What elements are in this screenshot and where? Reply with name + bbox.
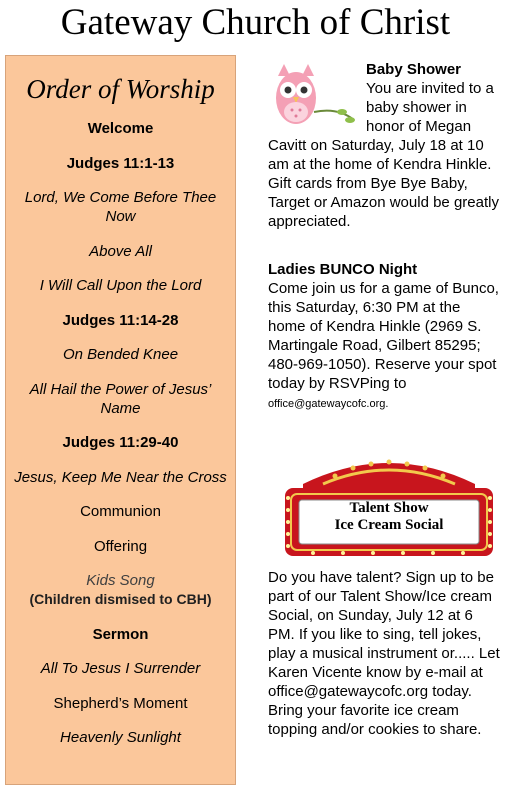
talent-show-body: Do you have talent? Sign up to be part of our Talent Show/Ice cream Social, on Sunday, July 12 at 6 PM. If you like to sing, tell jokes, play a musical instrument or..... Let Karen Vicente know by e-mail at office@gatewaycofc.org today. Bring your favorite ice cream topping and/or cookies to share. <box>268 569 500 738</box>
kids-song-note: (Children dismised to CBH) <box>29 591 212 607</box>
baby-shower-body: You are invited to a baby shower in honor of Megan Cavitt on Saturday, July 18 at 10 am at the home of Kendra Hinkle. Gift cards from Bye Bye Baby, Target or Amazon would be greatly appreciated. <box>268 80 499 230</box>
worship-item: Judges 11:1-13 <box>66 154 175 172</box>
worship-item: On Bended Knee <box>62 346 179 363</box>
marquee-sign <box>283 450 495 560</box>
worship-item: Judges 11:14-28 <box>62 311 179 329</box>
bunco-body: Come join us for a game of Bunco, this Saturday, 6:30 PM at the home of Kendra Hinkle (2969 S. Martingale Road, Gilbert 85295; 480-969-1050). Reserve your spot today by RSVPing to <box>268 280 499 392</box>
order-of-worship-title: Order of Worship <box>26 74 215 104</box>
worship-item: Lord, We Come Before Thee Now <box>24 189 217 225</box>
marquee-line-1: Talent Show <box>349 500 429 516</box>
marquee-line-2: Ice Cream Social <box>334 517 444 533</box>
bunco-heading: Ladies BUNCO Night <box>268 261 418 278</box>
worship-item: Welcome <box>87 120 154 137</box>
owl-icon <box>268 62 360 132</box>
kids-song-title: Kids Song <box>86 572 155 589</box>
worship-item: All To Jesus I Surrender <box>40 660 201 677</box>
baby-shower-heading: Baby Shower <box>366 61 462 78</box>
worship-item: Offering <box>93 537 148 555</box>
bunco-section <box>268 260 502 414</box>
worship-item-kids-song <box>6 571 235 609</box>
bunco-email: office@gatewaycofc.org. <box>268 398 389 410</box>
worship-item: Jesus, Keep Me Near the Cross <box>14 468 227 486</box>
talent-show-section <box>268 568 502 739</box>
worship-items <box>6 119 235 747</box>
page-title: Gateway Church of Christ <box>60 2 451 43</box>
worship-item: All Hail the Power of Jesus’ Name <box>29 380 212 417</box>
baby-shower-section <box>268 60 502 231</box>
marquee-text <box>283 500 495 534</box>
worship-item: Sermon <box>92 625 149 643</box>
worship-item: Communion <box>80 503 161 520</box>
worship-item: Above All <box>89 242 152 260</box>
worship-item: Shepherd’s Moment <box>53 694 188 712</box>
worship-item: Heavenly Sunlight <box>60 729 181 746</box>
worship-item: Judges 11:29-40 <box>62 434 179 451</box>
order-of-worship-panel <box>5 55 236 785</box>
worship-item: I Will Call Upon the Lord <box>39 277 202 294</box>
